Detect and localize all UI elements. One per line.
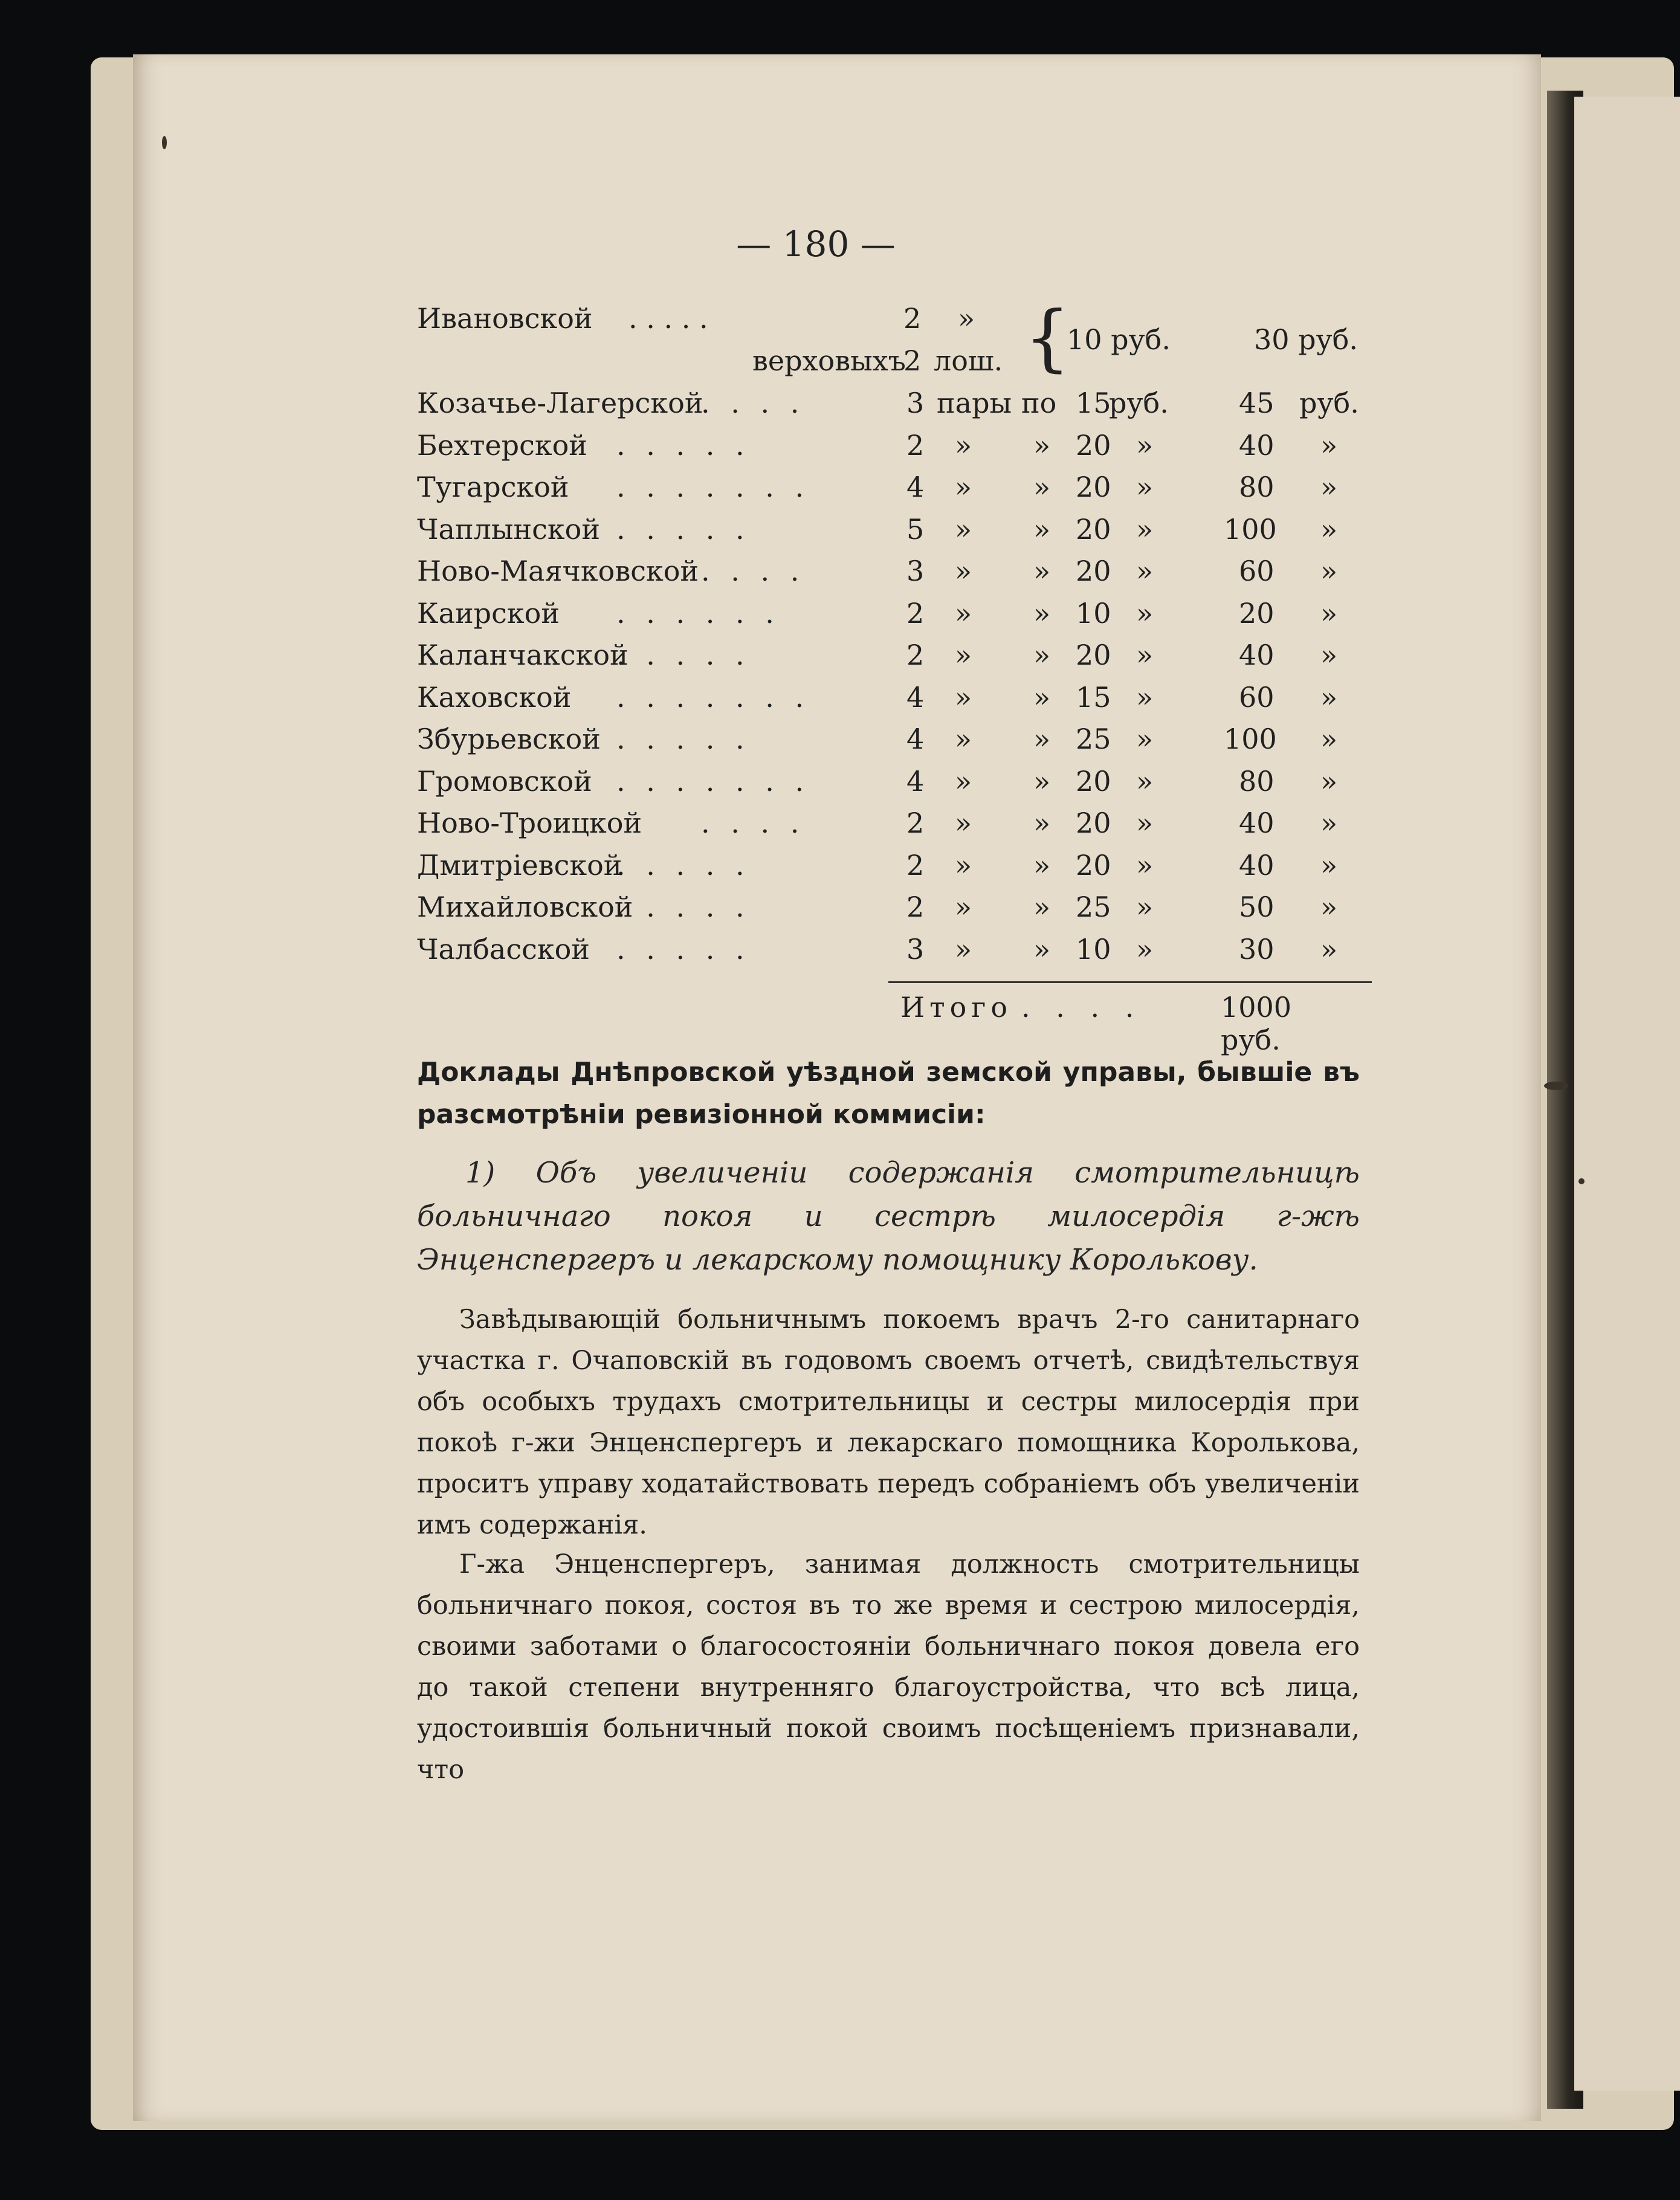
row-ditto: пары xyxy=(937,387,1012,419)
row-count: 3 xyxy=(906,932,925,966)
total-dots: . . . . xyxy=(1021,991,1143,1024)
row-sum: 40 xyxy=(1239,428,1275,462)
row-name: Каховской xyxy=(417,680,572,714)
total-value: 1000 руб. xyxy=(1221,991,1292,1056)
row-ditto: » xyxy=(1136,471,1154,503)
row-count: 2 xyxy=(906,428,925,462)
row-count: 4 xyxy=(906,764,925,798)
row-name: Козачье-Лагерской xyxy=(417,387,703,419)
row-dots: . . . . xyxy=(701,555,806,587)
row-ditto: » xyxy=(1033,932,1051,966)
row-ditto: » xyxy=(1320,848,1338,882)
row-count: 2 xyxy=(906,807,925,839)
row-dots: . . . . . . . xyxy=(616,680,810,714)
row-rate: 20 xyxy=(1076,807,1111,839)
row-quote: » xyxy=(958,302,975,335)
row-dots: . . . . . xyxy=(616,891,751,923)
row-ditto: » xyxy=(1136,723,1154,755)
row-count: 2 xyxy=(903,344,922,377)
row-dots: . . . . xyxy=(701,807,806,839)
row-name: Чаплынской xyxy=(417,512,600,546)
row-dots: . . . . xyxy=(701,387,806,419)
row-count: 2 xyxy=(906,891,925,923)
row-dots: . . . . . xyxy=(616,428,751,462)
row-count: 4 xyxy=(906,680,925,714)
row-sum: 40 xyxy=(1239,848,1275,882)
row-ditto: » xyxy=(1136,764,1154,798)
row-ditto: » xyxy=(1320,723,1338,755)
facing-page xyxy=(1574,97,1680,2091)
row-count: 5 xyxy=(906,512,925,546)
paragraph: Г-жа Энценспергеръ, занимая должность смотрительницы больничнаго покоя, состоя въ то же время и сестрою милосердія, своими заботами о благосостояніи больничнаго покоя довела его до такой степени внутренняго благоустройства, что всѣ лица, удостоившія больничный покой своимъ посѣщеніемъ признавали, что xyxy=(417,1549,1360,1785)
row-name: Збурьевской xyxy=(417,723,601,755)
total-rule xyxy=(888,981,1372,983)
row-sum: 50 xyxy=(1239,891,1275,923)
row-ditto: » xyxy=(1320,764,1338,798)
row-prefix: верховыхъ xyxy=(752,344,906,377)
row-ditto: » xyxy=(1320,428,1338,462)
row-ditto: » xyxy=(1033,596,1051,630)
row-ditto: » xyxy=(1136,512,1154,546)
row-ditto: » xyxy=(1136,891,1154,923)
row-count: 2 xyxy=(906,596,925,630)
paragraph: Завѣдывающій больничнымъ покоемъ врачъ 2-го санитарнаго участка г. Очаповскій въ годовомъ своемъ отчетѣ, свидѣтельствуя объ особыхъ трудахъ смотрительницы и сестры милосердія при покоѣ г-жи Энценспергеръ и лекарскаго помощника Королькова, проситъ управу ходатайствовать передъ собраніемъ объ увеличеніи имъ содержанія. xyxy=(417,1305,1360,1540)
row-count: 3 xyxy=(906,387,925,419)
row-rate: 25 xyxy=(1076,723,1111,755)
row-name: Каирской xyxy=(417,596,560,630)
margin-dot xyxy=(162,136,167,149)
curly-brace: { xyxy=(1024,296,1071,380)
row-ditto: » xyxy=(1136,848,1154,882)
row-ditto: » xyxy=(1033,428,1051,462)
row-rate: 20 xyxy=(1076,639,1111,671)
row-ditto: руб. xyxy=(1109,387,1169,419)
report-title: 1) Объ увеличеніи содержанія смотрительницѣ больничнаго покоя и сестрѣ милосердія г-жѣ Энценспергеръ и лекарскому помощнику Королькову. xyxy=(417,1156,1360,1277)
row-ditto: » xyxy=(1033,848,1051,882)
row-ditto: » xyxy=(1320,555,1338,587)
row-ditto: » xyxy=(1320,807,1338,839)
row-rate: 10 xyxy=(1076,596,1111,630)
row-name: Громовской xyxy=(417,764,592,798)
row-name: Тугарской xyxy=(417,471,569,503)
row-count: 2 xyxy=(906,848,925,882)
row-sum: 40 xyxy=(1239,639,1275,671)
row-ditto: » xyxy=(1320,891,1338,923)
row-ditto: » xyxy=(1033,891,1051,923)
row-name: Ивановской xyxy=(417,302,593,335)
row-name: Каланчакской xyxy=(417,639,628,671)
row-ditto: » xyxy=(955,596,972,630)
row-ditto: » xyxy=(955,848,972,882)
row-dots: . . . . . xyxy=(628,302,708,335)
row-ditto: » xyxy=(1033,723,1051,755)
row-dots: . . . . . xyxy=(616,512,751,546)
row-rate: 10 руб. xyxy=(1067,323,1171,356)
row-ditto: » xyxy=(1033,555,1051,587)
row-name: Бехтерской xyxy=(417,428,587,462)
row-dots: . . . . . xyxy=(616,639,751,671)
row-dots: . . . . . xyxy=(616,723,751,755)
row-sum: 45 xyxy=(1239,387,1275,419)
row-dots: . . . . . . . xyxy=(616,471,810,503)
row-dots: . . . . . . xyxy=(616,596,780,630)
row-name: Михайловской xyxy=(417,891,633,923)
row-ditto: » xyxy=(955,891,972,923)
row-name: Ново-Троицкой xyxy=(417,807,642,839)
row-ditto: » xyxy=(1033,680,1051,714)
row-ditto: руб. xyxy=(1299,387,1359,419)
row-count: 2 xyxy=(906,639,925,671)
row-ditto: » xyxy=(1320,471,1338,503)
row-name: Чалбасской xyxy=(417,932,590,966)
row-ditto: » xyxy=(1320,639,1338,671)
row-name: Ново-Маячковской xyxy=(417,555,699,587)
total-label: Итого xyxy=(900,991,1013,1024)
row-rate: 20 xyxy=(1076,428,1111,462)
row-ditto: » xyxy=(1033,512,1051,546)
row-ditto: » xyxy=(1033,807,1051,839)
row-unit: лош. xyxy=(934,344,1003,377)
row-ditto: » xyxy=(1136,428,1154,462)
row-sum: 100 xyxy=(1224,512,1277,546)
row-sum: 80 xyxy=(1239,471,1275,503)
margin-dot xyxy=(1578,1178,1585,1184)
row-ditto: » xyxy=(955,471,972,503)
section-heading: Доклады Днѣпровской уѣздной земской управы, бывшіе въ разсмотрѣніи ревизіонной коммисіи: xyxy=(417,1057,1360,1130)
row-dots: . . . . . xyxy=(616,848,751,882)
row-ditto: » xyxy=(1320,596,1338,630)
row-rate: 15 xyxy=(1076,387,1111,419)
row-sum: 60 xyxy=(1239,555,1275,587)
row-sum: 20 xyxy=(1239,596,1275,630)
row-ditto: » xyxy=(1033,764,1051,798)
row-ditto: » xyxy=(955,428,972,462)
row-ditto: » xyxy=(1136,555,1154,587)
row-ditto: » xyxy=(955,555,972,587)
row-ditto: » xyxy=(1136,639,1154,671)
row-sum: 40 xyxy=(1239,807,1275,839)
page-number: — 180 — xyxy=(736,224,896,265)
row-ditto: » xyxy=(1136,807,1154,839)
row-ditto: » xyxy=(955,680,972,714)
row-rate: 15 xyxy=(1076,680,1111,714)
row-ditto: » xyxy=(1033,639,1051,671)
row-ditto: » xyxy=(955,807,972,839)
row-rate: 20 xyxy=(1076,555,1111,587)
row-count: 3 xyxy=(906,555,925,587)
row-rate: 20 xyxy=(1076,764,1111,798)
row-ditto: » xyxy=(1136,680,1154,714)
row-name: Дмитріевской xyxy=(417,848,622,882)
row-sum: 30 руб. xyxy=(1254,323,1358,356)
margin-mark xyxy=(1544,1082,1568,1090)
row-sum: 100 xyxy=(1224,723,1277,755)
row-rate: 25 xyxy=(1076,891,1111,923)
row-ditto: » xyxy=(1320,512,1338,546)
row-rate: 20 xyxy=(1076,471,1111,503)
row-ditto: » xyxy=(955,512,972,546)
row-rate: 20 xyxy=(1076,848,1111,882)
row-rate: 10 xyxy=(1076,932,1111,966)
row-ditto: » xyxy=(955,764,972,798)
row-sum: 80 xyxy=(1239,764,1275,798)
row-rate: 20 xyxy=(1076,512,1111,546)
row-ditto: » xyxy=(1136,596,1154,630)
row-sum: 60 xyxy=(1239,680,1275,714)
row-count: 4 xyxy=(906,471,925,503)
row-ditto: » xyxy=(1136,932,1154,966)
row-dots: . . . . . . . xyxy=(616,764,810,798)
row-ditto: » xyxy=(1033,471,1051,503)
row-ditto: » xyxy=(1320,932,1338,966)
row-sum: 30 xyxy=(1239,932,1275,966)
row-ditto: » xyxy=(955,639,972,671)
row-dots: . . . . . xyxy=(616,932,751,966)
row-count: 2 xyxy=(903,302,922,335)
row-ditto: » xyxy=(955,932,972,966)
row-count: 4 xyxy=(906,723,925,755)
row-ditto: » xyxy=(955,723,972,755)
row-ditto: по xyxy=(1021,387,1057,419)
row-ditto: » xyxy=(1320,680,1338,714)
